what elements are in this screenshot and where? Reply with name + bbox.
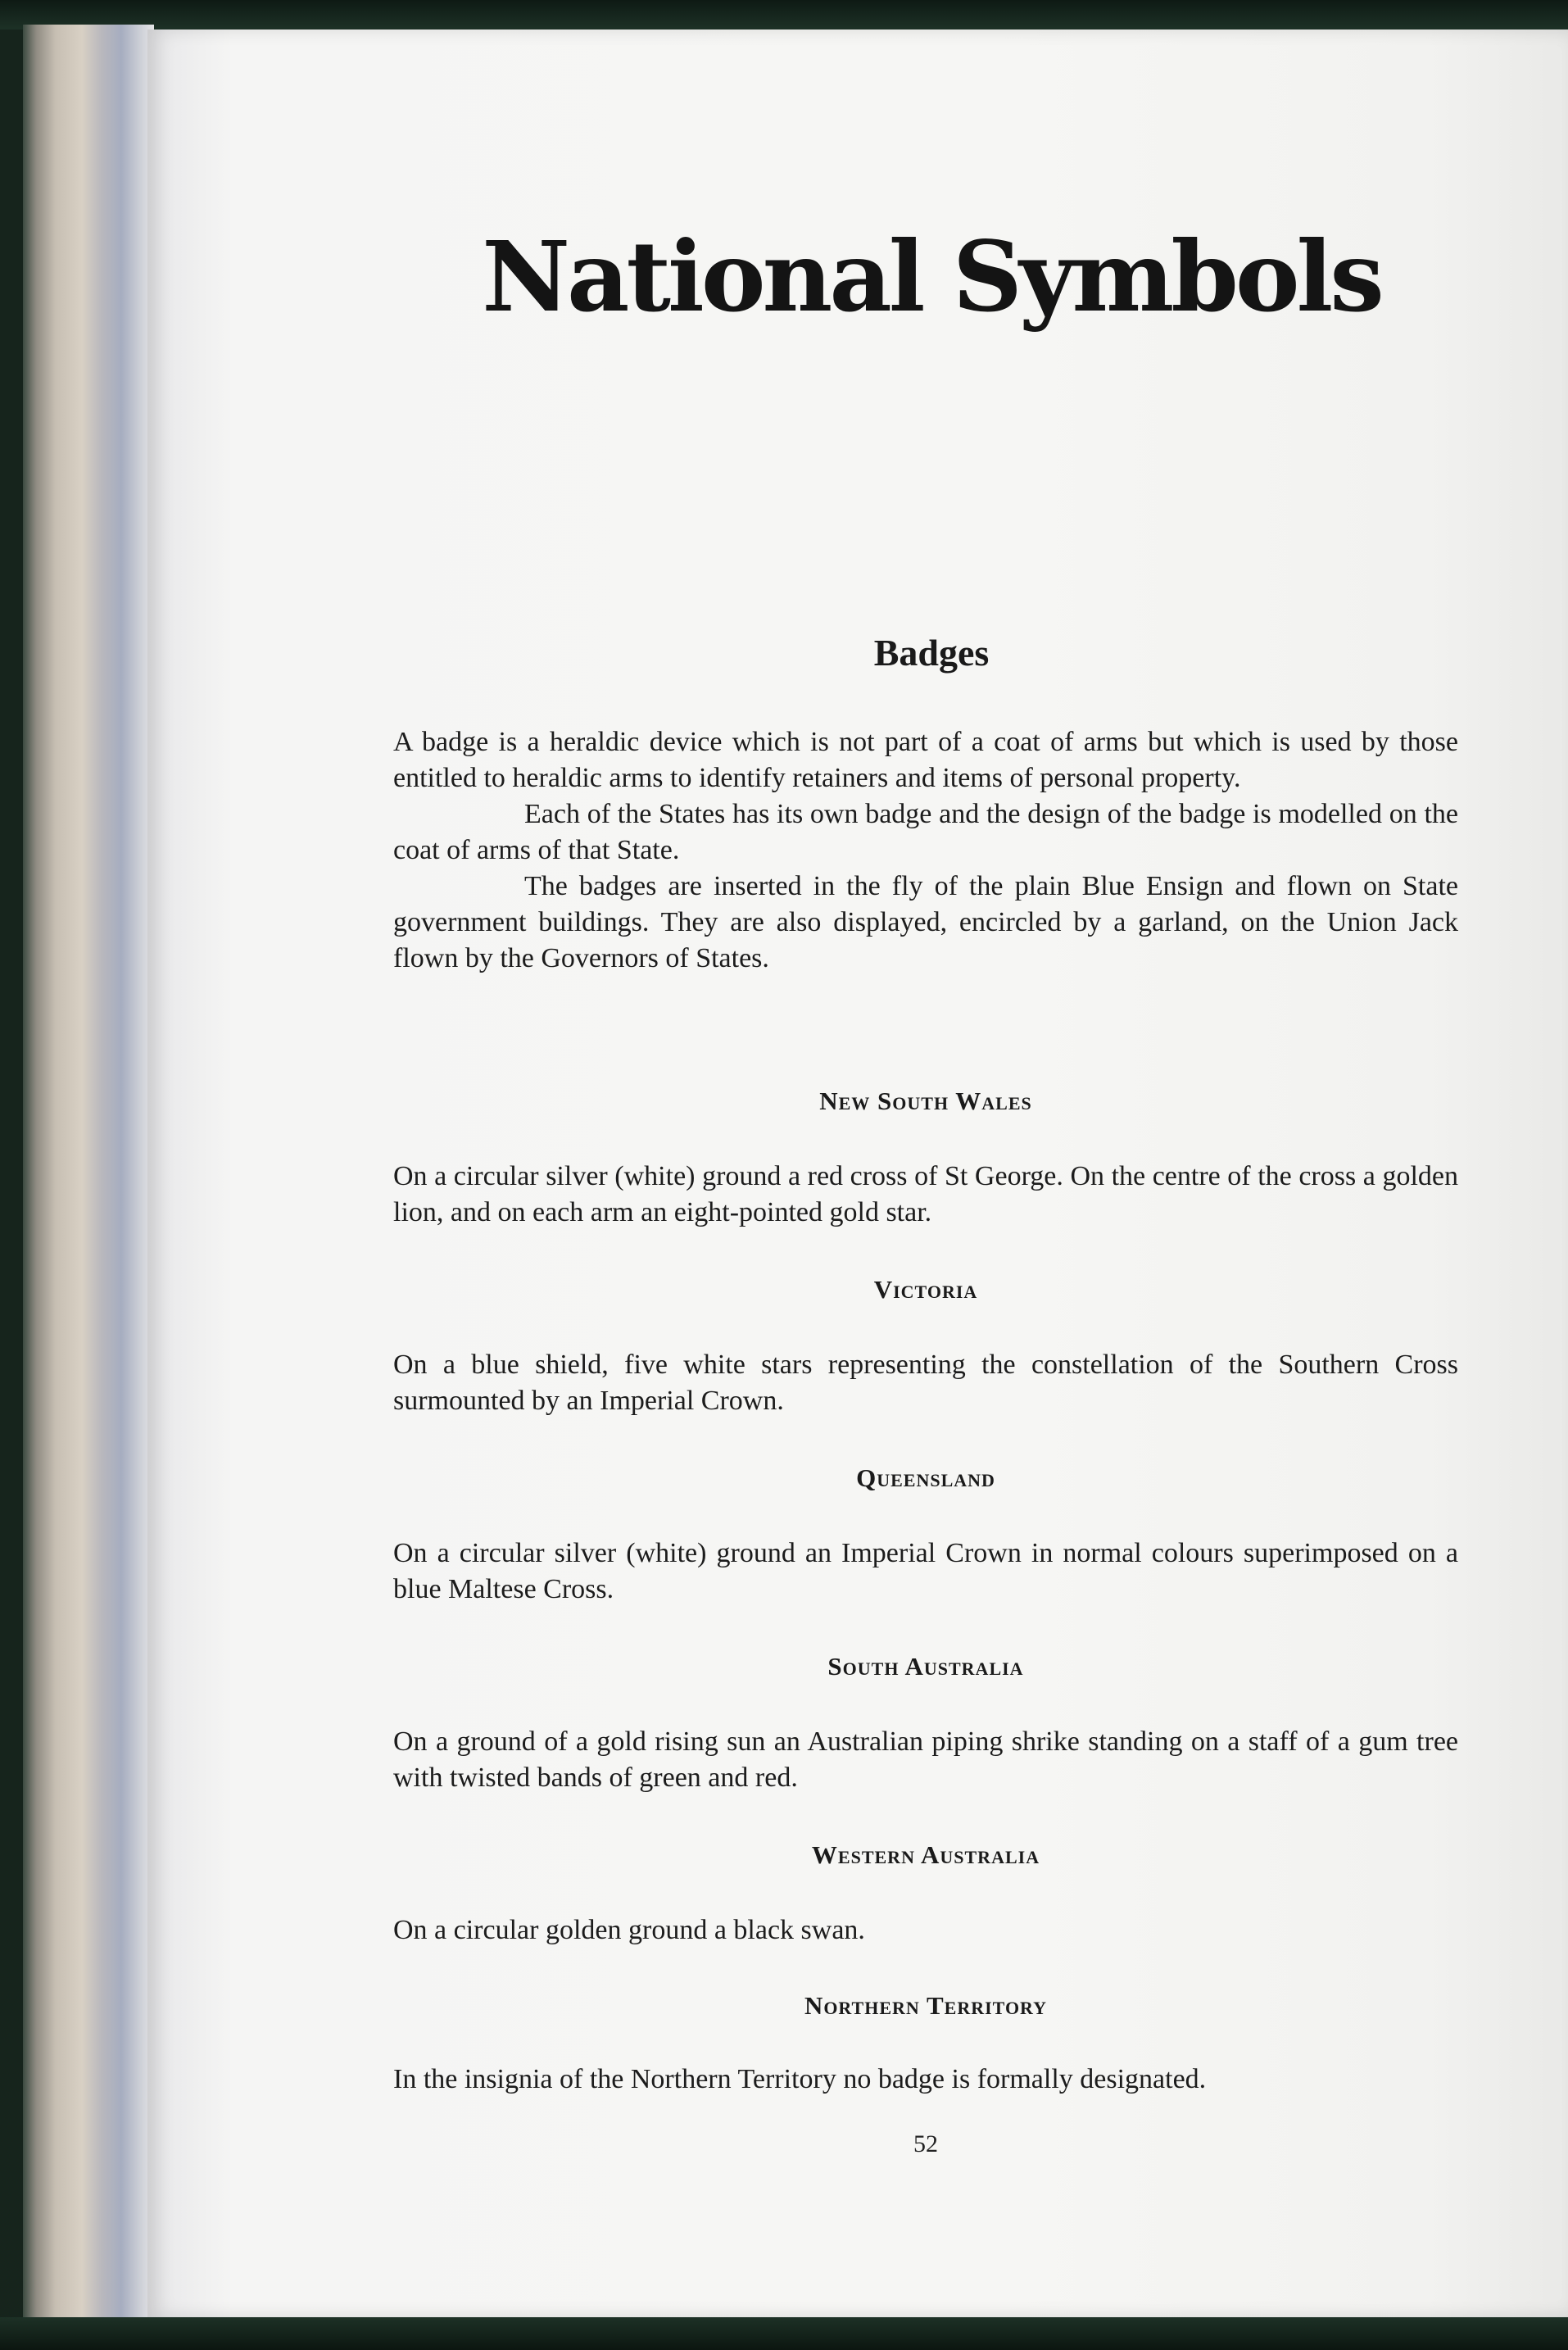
state-heading-victoria: Victoria bbox=[873, 1275, 978, 1304]
state-description: On a ground of a gold rising sun an Australian piping shrike standing on a staff of a gum tree with twisted bands of green and red. bbox=[393, 1726, 1458, 1793]
state-description: On a circular golden ground a black swan. bbox=[393, 1915, 865, 1945]
state-description-new-south-wales bbox=[393, 1159, 1458, 1231]
page-title: National Symbols bbox=[482, 220, 1381, 333]
book-cover-bottom bbox=[0, 2317, 1568, 2350]
book-cover-top bbox=[0, 0, 1568, 29]
intro-paragraph: Each of the States has its own badge and the design of the badge is modelled on the coat of arms of that State. bbox=[393, 799, 1458, 865]
intro-paragraph: The badges are inserted in the fly of the plain Blue Ensign and flown on State government buildings. They are also displayed, encircled by a garland, on the Union Jack flown by the Governors of States. bbox=[393, 871, 1458, 973]
state-description-northern-territory bbox=[393, 2062, 1458, 2098]
state-description: On a circular silver (white) ground an Imperial Crown in normal colours superimposed on a blue Maltese Cross. bbox=[393, 1538, 1458, 1604]
state-description: On a circular silver (white) ground a red cross of St George. On the centre of the cross a golden lion, and on each arm an eight-pointed gold star. bbox=[393, 1161, 1458, 1227]
state-description-western-australia bbox=[393, 1912, 1458, 1949]
state-description-queensland bbox=[393, 1536, 1458, 1608]
page-number: 52 bbox=[913, 2130, 938, 2157]
page-edges bbox=[23, 25, 154, 2319]
state-description: On a blue shield, five white stars representing the constellation of the Southern Cross surmounted by an Imperial Crown. bbox=[393, 1350, 1458, 1416]
state-heading-northern-territory: Northern Territory bbox=[804, 1991, 1048, 2020]
state-description-victoria bbox=[393, 1347, 1458, 1419]
intro-paragraph: A badge is a heraldic device which is not part of a coat of arms but which is used by those entitled to heraldic arms to identify retainers and items of personal property. bbox=[393, 727, 1458, 793]
state-heading-queensland: Queensland bbox=[856, 1463, 995, 1492]
state-description: In the insignia of the Northern Territory no badge is formally designated. bbox=[393, 2064, 1207, 2094]
state-description-south-australia bbox=[393, 1724, 1458, 1796]
state-heading-western-australia: Western Australia bbox=[811, 1840, 1040, 1869]
section-title: Badges bbox=[873, 632, 990, 674]
intro-text bbox=[393, 724, 1458, 977]
state-heading-new-south-wales: New South Wales bbox=[819, 1087, 1032, 1115]
state-heading-south-australia: South Australia bbox=[827, 1652, 1024, 1681]
